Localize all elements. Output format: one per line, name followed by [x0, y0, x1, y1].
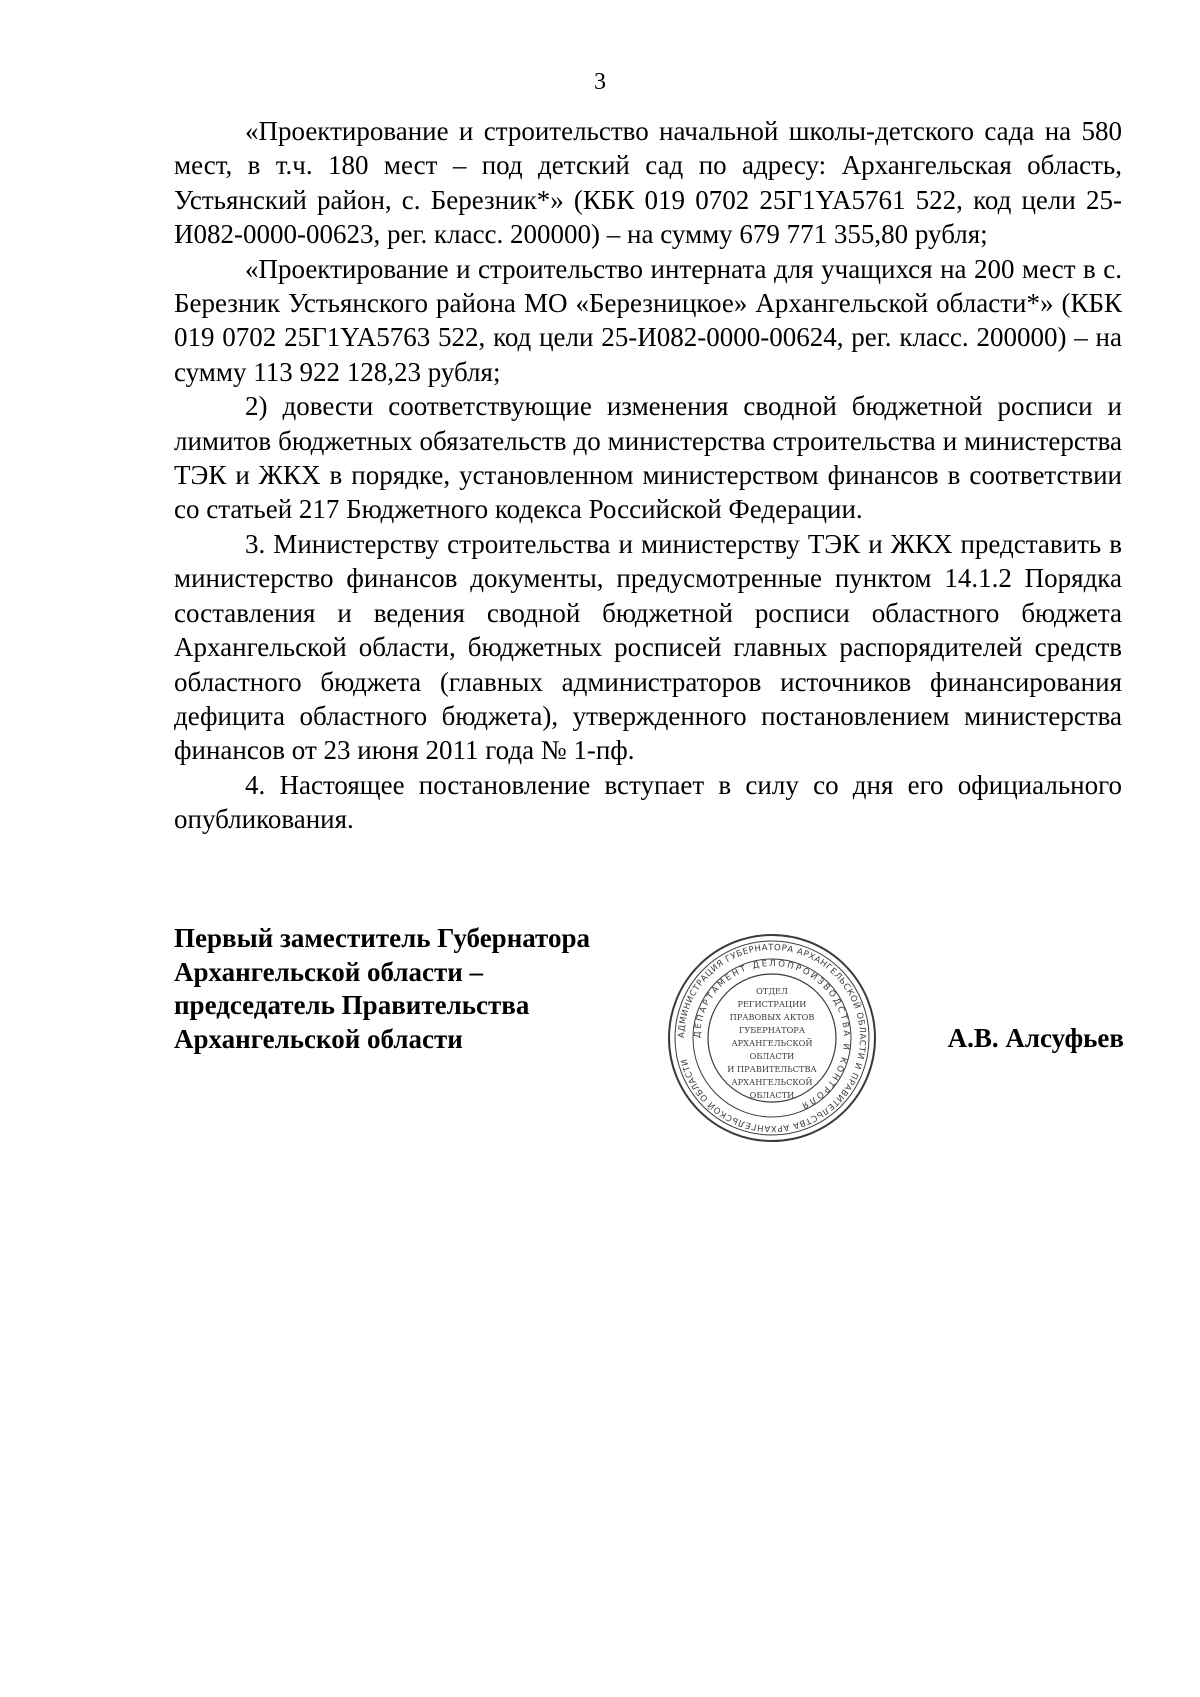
seal-center-line: ГУБЕРНАТОРА	[738, 1025, 806, 1035]
official-seal-stamp	[664, 930, 880, 1146]
seal-center-line: РЕГИСТРАЦИИ	[737, 999, 807, 1009]
seal-center-line: ОТДЕЛ	[756, 986, 788, 996]
seal-graphic	[664, 930, 880, 1146]
document-body	[174, 114, 1122, 837]
paragraph-item-3: 3. Министерству строительства и министерству ТЭК и ЖКХ представить в министерство финансов документы, предусмотренные пунктом 14.1.2 Порядка составления и ведения сводной бюджетной росписи областного бюджета Архангельской области, бюджетных росписей главных распорядителей средств областного бюджета (главных администраторов источников финансирования дефицита областного бюджета), утвержденного постановлением министерства финансов от 23 июня 2011 года № 1-пф.	[174, 528, 1122, 766]
paragraph-item-2: 2) довести соответствующие изменения сводной бюджетной росписи и лимитов бюджетных обязательств до министерства строительства и министерства ТЭК и ЖКХ в порядке, установленном министерством финансов в соответствии со статьей 217 Бюджетного кодекса Российской Федерации.	[174, 391, 1122, 525]
seal-center-line: ПРАВОВЫХ АКТОВ	[729, 1012, 815, 1022]
signatory-name: А.В. Алсуфьев	[947, 1023, 1124, 1053]
signatory-position-line: Архангельской области –	[174, 956, 484, 987]
seal-inner-ring-text: ДЕПАРТАМЕНТ ДЕЛОПРОИЗВОДСТВА И КОНТРОЛЯ	[692, 958, 852, 1111]
seal-center-line: АРХАНГЕЛЬСКОЙ	[731, 1038, 813, 1048]
page-number: 3	[594, 69, 606, 95]
paragraph-item-4: 4. Настоящее постановление вступает в силу со дня его официального опубликования.	[174, 769, 1122, 835]
seal-outer-ring-text: АДМИНИСТРАЦИЯ ГУБЕРНАТОРА АРХАНГЕЛЬСКОЙ ОБЛАСТИ И ПРАВИТЕЛЬСТВА АРХАНГЕЛЬСКОЙ ОБЛАСТИ	[676, 942, 868, 1134]
signatory-position	[174, 922, 694, 1056]
signatory-position-line: Первый заместитель Губернатора	[174, 923, 590, 953]
paragraph-boarding-school-project: «Проектирование и строительство интерната для учащихся на 200 мест в с. Березник Устьянского района МО «Березницкое» Архангельской области*» (КБК 019 0702 25Г1YA5763 522, код цели 25-И082-0000-00624, рег. класс. 200000) – на сумму 113 922 128,23 рубля;	[174, 253, 1122, 387]
seal-center-line: АРХАНГЕЛЬСКОЙ	[731, 1077, 813, 1087]
seal-center-line: ОБЛАСТИ	[749, 1051, 795, 1061]
paragraph-school-project: «Проектирование и строительство начальной школы-детского сада на 580 мест, в т.ч. 180 мест – под детский сад по адресу: Архангельская область, Устьянский район, с. Березник*» (КБК 019 0702 25Г1YA5761 522, код цели 25-И082-0000-00623, рег. класс. 200000) – на сумму 679 771 355,80 рубля;	[174, 116, 1122, 250]
seal-center-line: И ПРАВИТЕЛЬСТВА	[727, 1064, 817, 1074]
signatory-position-line: Архангельской области	[174, 1023, 463, 1054]
seal-center-line: ОБЛАСТИ	[749, 1090, 795, 1100]
signatory-position-line: председатель Правительства	[174, 990, 530, 1020]
